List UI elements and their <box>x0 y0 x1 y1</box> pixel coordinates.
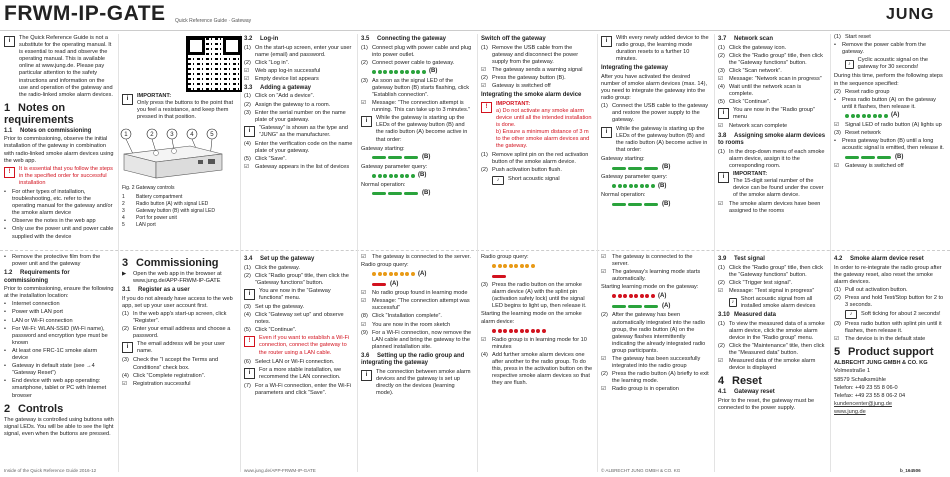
list-item: • Press gateway button (B) until a long acoustic signal is emitted, then release it. <box>834 138 944 152</box>
note-box <box>4 35 114 99</box>
col8-bottom <box>834 254 946 466</box>
list-item: • Only use the power unit and power cable supplied with the device <box>4 226 114 240</box>
led-pattern <box>372 68 473 76</box>
col1-top <box>4 34 114 248</box>
step: (4) Enter the verification code on the name plate of your gateway. <box>244 141 353 155</box>
callout-label: 3 <box>170 132 174 138</box>
figure-legend <box>122 194 242 229</box>
section-title-1-2: 1.2 Requirements for commissioning <box>4 270 70 284</box>
integrate-gateway-text: After you have activated the desired number of smoke alarm devices (max. 14), you need to integrate the gateway into the radio group: <box>601 73 708 102</box>
step: (1) Click the gateway. <box>244 264 300 271</box>
col3-top <box>244 34 354 248</box>
switch-off-title: Switch off the gateway <box>481 36 546 42</box>
s12-text: Prior to commissioning, ensure the following at the installation location: <box>4 286 114 300</box>
info-icon: i <box>244 368 255 379</box>
step: (6) Select LAN or Wi-Fi connection. <box>244 358 335 365</box>
gateway-starting-label: Gateway starting: <box>361 145 405 152</box>
info-icon: i <box>361 116 372 127</box>
list-item: • Press radio button (A) on the gateway until it flashes, then release it. <box>834 96 936 110</box>
info-icon: i <box>244 126 255 137</box>
section-title-4-2: 4.2 Smoke alarm device reset <box>834 256 924 262</box>
radio-query-label: Radio group query: <box>481 254 529 260</box>
step: (2) Press the radio button (A) briefly to exit the learning mode. <box>601 371 709 385</box>
column-rule <box>597 34 598 472</box>
doc-subtitle: Quick Reference Guide · Gateway <box>175 18 252 24</box>
step: (1) Pull out activation button. <box>834 286 908 293</box>
info-box: i While the gateway is starting up the LEDs of the gateway button (B) and the radio button (A) become active in that order: <box>361 115 473 143</box>
footer-left: Inside of the Quick Reference Guide 2016-12 <box>4 468 97 473</box>
button-b-tag: (B) <box>662 200 671 207</box>
result: ☑ You are now in the room sketch <box>361 321 451 328</box>
gateway-button-illustration <box>172 149 177 154</box>
step: (3) Enter the serial number on the name plate of your gateway. <box>244 109 346 123</box>
address-company: ALBRECHT JUNG GMBH & CO. KG <box>834 360 928 367</box>
important-text: Only press the buttons to the point that you feel a resistance, and keep them pressed in that position. <box>137 100 234 121</box>
normal-operation-label: Normal operation: <box>601 192 646 199</box>
section-title-3-8: 3.8 Assigning smoke alarm devices to rooms <box>718 132 826 147</box>
info-box: i With every newly added device to the radio group, the learning mode duration resets to a further 10 minutes. <box>601 35 710 63</box>
column-rule <box>830 34 831 472</box>
section-title-4: 4 Reset <box>718 375 762 388</box>
gateway-starting-label: Gateway starting: <box>601 155 645 162</box>
step: (9) For a Wi-Fi connection, now remove the LAN cable and bring the gateway to the planned installation site. <box>361 329 472 350</box>
warning-icon: ! <box>244 336 255 347</box>
section-title-3-3: 3.3 Adding a gateway <box>244 84 312 91</box>
gateway-illustration <box>120 128 228 180</box>
result: ☑ Registration successful <box>122 380 191 387</box>
list-item: 3 Gateway button (B) with signal LED <box>122 208 215 214</box>
step: (8) Click “Installation complete”. <box>361 313 442 320</box>
step: (2) Click the “Maintenance” title, then click the “Measured data” button. <box>718 342 825 356</box>
step: (2) Enter your email address and choose a password. <box>122 326 231 340</box>
info-box: i While the gateway is starting up the LEDs of the gateway button (B) and the radio button (A) become active in that order: <box>601 126 710 154</box>
info-icon: i <box>4 36 15 47</box>
warning-text: It is essential that you follow the steps in the specified order for successful installation <box>19 165 113 186</box>
section-title-3-1: 3.1 Register as a user <box>122 287 190 294</box>
info-icon: i <box>122 342 133 353</box>
normal-operation-label: Normal operation: <box>361 181 406 188</box>
address-line: 58579 Schalksmühle <box>834 376 886 383</box>
speaker-icon: ♪ <box>729 298 737 307</box>
result: ☑ Radio group is in learning mode for 10 minutes <box>481 336 587 350</box>
info-box: i You are now in the “Gateway functions” menu. <box>244 288 354 302</box>
section-title-3-2: 3.2 Log-in <box>244 36 279 42</box>
reset-text: During this time, perform the following steps in the sequence specified: <box>834 73 943 87</box>
step: (2) Connect power cable to gateway. <box>361 59 455 66</box>
acoustic-signal: ♪ Short acoustic signal <box>492 176 593 185</box>
button-a-tag: (A) <box>390 280 399 287</box>
info-icon: i <box>122 94 133 105</box>
address-line: Volmestraße 1 <box>834 368 871 375</box>
result: ☑ Network scan complete <box>718 123 788 130</box>
step: (2) Reset radio group <box>834 88 890 95</box>
result: ☑ The gateway is connected to the server. <box>601 254 693 268</box>
step: (1) In the drop-down menu of each smoke alarm device, assign it to the corresponding room. <box>718 148 825 169</box>
section-title-3-7: 3.7 Network scan <box>718 36 774 42</box>
col6-bottom <box>601 254 710 466</box>
step: (3) Reset network <box>834 130 881 137</box>
col7-bottom <box>718 254 826 466</box>
figure-caption: Fig. 2 Gateway controls <box>122 185 175 191</box>
step: (1) Click the gateway icon. <box>718 44 787 51</box>
info-icon: i <box>718 108 729 119</box>
section-title-1-1: 1.1 Notes on commissioning <box>4 127 92 134</box>
power-port <box>198 160 203 164</box>
result: ☑ Message: “The connection attempt is running. This can take up to 3 minutes.” <box>361 100 471 114</box>
list-item: 4 Port for power unit <box>122 215 177 221</box>
list-item: • Observe the notes in the web app <box>4 218 96 225</box>
led-pattern <box>845 153 946 161</box>
result: ☑ Gateway is switched off <box>834 163 904 170</box>
header <box>0 0 950 30</box>
integrate-smoke-title: Integrating the smoke alarm device <box>481 92 582 99</box>
info-box: i The email address will be your user name. <box>122 341 236 355</box>
step: (5) Click “Continue”. <box>718 99 771 106</box>
doc-code: b_164506 <box>900 468 921 473</box>
result: ☑ Message: “The connection attempt was successful” <box>361 298 470 312</box>
step: (4) Click “Complete registration”. <box>122 372 206 379</box>
header-rule <box>0 30 950 31</box>
info-icon: i <box>601 127 612 138</box>
col1-bottom <box>4 254 114 466</box>
step: ▶ Open the web app in the browser at www.jung.de/APP-FRWM-IP-GATE <box>122 271 222 285</box>
step: (1) Click the “Radio group” title, then click the “Gateway functions” button. <box>718 264 823 278</box>
button-a-tag: (A) <box>658 292 667 299</box>
col7-top <box>718 34 826 248</box>
column-rule <box>477 34 478 472</box>
step: (2) Press and hold Test/Stop button for 2 to 3 seconds. <box>834 294 944 308</box>
col5-top <box>481 34 593 248</box>
section-title-3-6: 3.6 Setting up the radio group and integrating the gateway <box>361 352 465 367</box>
button-b-tag: (B) <box>658 182 667 189</box>
button-a-tag: (A) <box>662 302 671 309</box>
button-b-tag: (B) <box>895 153 904 160</box>
acoustic-signal: ♪ Cyclic acoustic signal on the gateway for 30 seconds! <box>845 57 946 71</box>
led-pattern <box>492 327 593 335</box>
info-box: i “Gateway” is shown as the type and “JUNG” as the manufacturer. <box>244 125 354 139</box>
info-icon: i <box>244 289 255 300</box>
important-note <box>122 93 236 121</box>
s41-text: Prior to the reset, the gateway must be connected to the power supply. <box>718 397 815 411</box>
warning-icon: ! <box>481 102 492 113</box>
doc-title: FRWM-IP-GATE <box>4 2 166 25</box>
radio-button-illustration <box>154 151 159 156</box>
step: (1) On the start-up screen, enter your user name (email) and password. <box>244 44 352 58</box>
acoustic-signal: ♪ Short acoustic signal from all installed smoke alarm devices <box>729 296 826 310</box>
step: (2) Assign the gateway to a room. <box>244 101 331 108</box>
important-box <box>122 92 236 126</box>
warning-box <box>4 166 114 187</box>
section-title-1: 1 Notes on requirements <box>4 101 74 126</box>
section-title-2: 2 Controls <box>4 402 64 415</box>
step: (1) Remove splint pin on the red activation button of the smoke alarm device. <box>481 152 589 166</box>
note-text: The Quick Reference Guide is not a substitute for the operating manual. It is essential to read and observe the operating manual. This is available online at www.jung.de. Please pay particular attention to the safety instructions and information on the use and operation of the gateway and the radio-linked smoke alarm devices. <box>19 35 113 98</box>
fold-line <box>0 250 950 251</box>
led-pattern <box>372 190 473 198</box>
step: (7) For a Wi-Fi connection, enter the Wi-Fi parameters and click “Save”. <box>244 382 352 396</box>
led-pattern <box>372 172 473 180</box>
s42-text: In order to re-integrate the radio group after the gateway reset, also reset the smoke alarm devices. <box>834 264 942 285</box>
led-pattern <box>372 270 473 278</box>
step: (2) Click “Log in”. <box>244 59 290 66</box>
warning-box: ! IMPORTANT: a) Do not activate any smoke alarm device until all the intended installation is done. b) Ensure a minimum distance of 3 m to the other smoke alarm devices and the gateway. <box>481 101 593 151</box>
result: ☑ Web app log-in successful <box>244 67 321 74</box>
col3-bottom <box>244 254 354 466</box>
list-item: 2 Radio button (A) with signal LED <box>122 201 209 207</box>
step: (4) Add further smoke alarm devices one after another to the radio group. To do this, press in the activation button on the respective smoke alarm devices so that they are flush. <box>481 351 593 387</box>
footer-copyright: © ALBRECHT JUNG GMBH & CO. KG <box>601 468 681 473</box>
speaker-icon: ♪ <box>492 176 504 185</box>
step: (1) To view the measured data of a smoke alarm device, click the smoke alarm device in the “Radio group” menu. <box>718 320 825 341</box>
info-icon: i <box>601 36 612 47</box>
list-item: • LAN or Wi-Fi connection <box>4 317 73 324</box>
callout-label: 5 <box>210 132 214 138</box>
step: (3) Check the “I accept the Terms and Conditions” check box. <box>122 357 219 371</box>
result: ☑ Measured data of the smoke alarm device is displayed <box>718 358 816 372</box>
step: (5) Click “Save”. <box>244 156 287 163</box>
speaker-icon: ♪ <box>845 310 857 319</box>
section-title-3-10: 3.10 Measured data <box>718 312 777 319</box>
footer-link: www.jung.de/APP-FRWM-IP-GATE <box>244 468 316 473</box>
led-pattern <box>492 262 593 270</box>
brand-logo: JUNG <box>886 6 935 23</box>
step: (3) Click “Scan network”. <box>718 67 782 74</box>
led-pattern <box>372 280 473 288</box>
integrate-gateway-title: Integrating the gateway <box>601 65 669 72</box>
button-b-tag: (B) <box>418 172 427 179</box>
button-b-tag: (B) <box>422 190 431 197</box>
list-item: • Remove the protective film from the power unit and the gateway <box>4 254 101 268</box>
callout-label: 2 <box>150 132 154 138</box>
info-box: i IMPORTANT: The 15-digit serial number of the device can be found under the cover of the smoke alarm device. <box>718 171 826 199</box>
col2-bottom <box>122 254 236 466</box>
result: ☑ The gateway has been successfully integrated into the radio group <box>601 356 701 370</box>
step: (4) Click “Gateway set up” and observe notes. <box>244 312 344 326</box>
result: ☑ Radio group is in operation <box>601 386 679 393</box>
section-title-5: 5 Product support <box>834 346 934 359</box>
website-link[interactable]: www.jung.de <box>834 408 866 415</box>
result: ☑ The smoke alarm devices have been assigned to the rooms <box>718 201 821 215</box>
warning-box: ! Even if you want to establish a Wi-Fi connection, connect the gateway to the router using a LAN cable. <box>244 335 354 356</box>
led-pattern <box>612 292 710 300</box>
fax: Telefax: +49 23 55 8 06-2 04 <box>834 392 906 399</box>
step: (2) Push activation button flush. <box>481 167 562 174</box>
section-title-3-4: 3.4 Set up the gateway <box>244 256 315 262</box>
result: ☑ The gateway's learning mode starts automatically. <box>601 269 701 283</box>
warning-icon: ! <box>4 167 15 178</box>
section-title-3: 3 Commissioning <box>122 257 219 269</box>
s11-text: Prior to commissioning, observe the initial installation of the gateway in combination with radio-linked smoke alarm devices using the web app. <box>4 136 114 164</box>
step: (1) Remove the USB cable from the gateway and disconnect the power supply from the gateway. <box>481 44 579 65</box>
step: (2) Click “Radio group” title, then click the “Gateway functions” button. <box>244 272 349 286</box>
callout-label: 1 <box>124 132 128 138</box>
led-pattern <box>612 182 710 190</box>
column-rule <box>118 34 119 472</box>
col6-top <box>601 34 710 248</box>
result: ☑ Message: “Test signal in progress” <box>718 287 815 294</box>
led-pattern <box>372 154 473 162</box>
step: (4) Wait until the network scan is complete. <box>718 83 802 98</box>
led-pattern <box>492 272 593 280</box>
col4-top <box>361 34 473 248</box>
list-item: 1 Battery compartment <box>122 194 183 200</box>
step: (2) After the gateway has been automatically integrated into the radio group, the radio button (A) on the gateway flashes intermittently indicating the already integrated radio group participants. <box>601 312 706 354</box>
result: ☑ No radio group found in learning mode <box>361 290 468 297</box>
list-item: • Power with LAN port <box>4 309 63 316</box>
step: (2) Press the gateway button (B). <box>481 74 566 81</box>
result: ☑ The gateway sends a warning signal <box>481 66 583 73</box>
list-item: • Gateway in default state (see →4 “Gateway Reset”) <box>4 363 95 377</box>
column-rule <box>357 34 358 472</box>
led-pattern <box>612 200 710 208</box>
step: (1) Connect the USB cable to the gateway and restore the power supply to the gateway. <box>601 103 709 124</box>
col5-bottom <box>481 254 593 466</box>
callout-label: 4 <box>190 132 194 138</box>
list-item: 5 LAN port <box>122 222 156 228</box>
step: (3) As soon as the signal LED of the gateway button (B) starts flashing, click “Establish connection”. <box>361 77 470 98</box>
learning-start-label: Starting learning mode on the gateway: <box>601 284 699 291</box>
s2-text: The gateway is controlled using buttons with signal LEDs. You will be able to see the light signal, even when the buttons are pressed. <box>4 416 114 437</box>
button-b-tag: (B) <box>662 164 671 171</box>
step: (1) Click on “Add a device”. <box>244 93 315 100</box>
info-box: i The connection between smoke alarm devices and the gateway is set up directly on the devices (learning mode). <box>361 369 473 397</box>
result: ☑ The gateway is connected to the server. <box>361 254 471 260</box>
step: (3) Press the radio button on the smoke alarm device (A) with the splint pin (activation safety lock) until the signal LED begins to light up, then release it. <box>481 282 587 310</box>
result: ☑ Signal LED of radio button (A) lights up <box>834 121 942 128</box>
step: (1) Start reset <box>834 34 871 40</box>
qr-code <box>186 36 242 92</box>
button-b-tag: (B) <box>422 154 431 161</box>
step: (1) Connect plug with power cable and plug into power outlet. <box>361 44 472 58</box>
learning-start-label: Starting the learning mode on the smoke alarm device: <box>481 311 582 325</box>
section-title-3-9: 3.9 Test signal <box>718 256 765 262</box>
list-item: • For other types of installation, troubleshooting, etc. refer to the operating manual for the gateway and/or the smoke alarm device <box>4 189 113 217</box>
result: ☑ Gateway appears in the list of devices <box>244 164 350 171</box>
step: (3) Set up the gateway. <box>244 303 305 310</box>
info-box: i You are now in the “Radio group” menu <box>718 107 826 121</box>
acoustic-signal: ♪ Soft ticking for about 2 seconds! <box>845 310 946 319</box>
step: (2) Click the “Radio group” title, then click the “Gateway functions” button. <box>718 52 823 66</box>
col8-top <box>834 34 946 248</box>
gateway-param-label: Gateway parameter query: <box>361 163 428 170</box>
radio-query-label: Radio group query: <box>361 262 409 269</box>
important-title: IMPORTANT: <box>137 93 172 99</box>
result: ☑ Message: “Network scan in progress” <box>718 75 822 82</box>
result: ☑ Empty device list appears <box>244 75 319 82</box>
result: ☑ Gateway is switched off <box>481 82 551 89</box>
list-item: • Internet connection <box>4 301 60 308</box>
speaker-icon: ♪ <box>845 60 854 69</box>
column-rule <box>240 34 241 472</box>
col4-bottom <box>361 254 473 466</box>
led-pattern <box>612 302 710 310</box>
column-rule <box>714 34 715 472</box>
email-link[interactable]: kundencenter@jung.de <box>834 400 892 407</box>
info-icon: i <box>361 370 372 381</box>
list-item: • For Wi-Fi: WLAN-SSID (Wi-Fi name), password and encryption type must be known <box>4 325 108 346</box>
list-item: • End device with web app operating: smartphone, tablet or PC with Internet browser <box>4 378 107 399</box>
gateway-param-label: Gateway parameter query: <box>601 174 668 180</box>
button-a-tag: (A) <box>418 270 427 277</box>
section-title-3-5: 3.5 Connecting the gateway <box>361 36 447 42</box>
button-b-tag: (B) <box>429 68 438 75</box>
section-title-4-1: 4.1 Gateway reset <box>718 389 775 396</box>
s31-text: If you do not already have access to the web app, set up your user account first. <box>122 295 233 309</box>
step: (1) In the web app's start-up screen, click “Register”. <box>122 310 227 324</box>
info-box: i For a more stable installation, we recommend the LAN connection. <box>244 367 354 381</box>
info-icon: i <box>718 172 729 183</box>
button-a-tag: (A) <box>891 112 900 119</box>
result: ☑ The device is in the default state <box>834 336 926 343</box>
list-item: • At least one FRC-1C smoke alarm device <box>4 347 98 362</box>
step: (3) Press radio button with splint pin until it flashes, then release it. <box>834 321 942 335</box>
phone: Telefon: +49 23 55 8 06-0 <box>834 384 898 391</box>
led-pattern <box>845 112 946 120</box>
list-item: • Remove the power cable from the gateway. <box>834 42 926 56</box>
step: (5) Click “Continue”. <box>244 327 297 334</box>
lan-port <box>208 159 215 164</box>
led-pattern <box>612 164 710 172</box>
step: (2) Click “Trigger test signal”. <box>718 279 793 286</box>
